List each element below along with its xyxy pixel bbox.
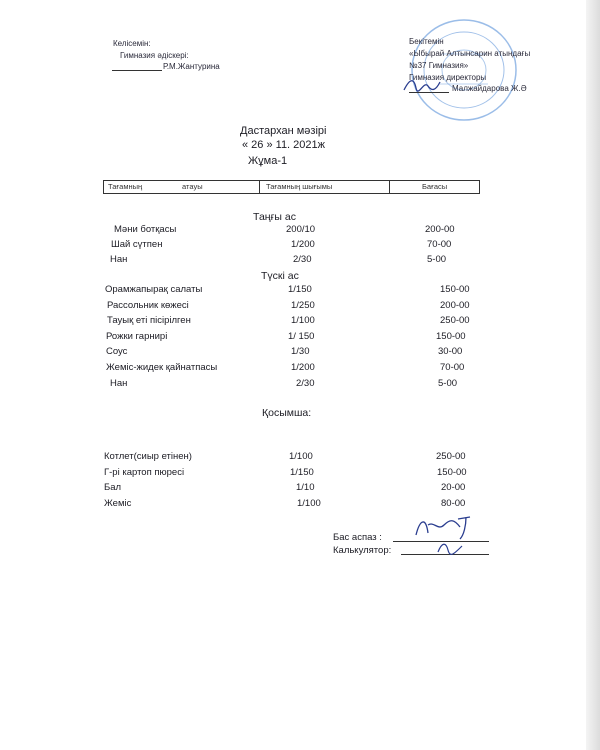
dish-name: Тауық еті пісірілген (107, 315, 191, 327)
dish-name: Жеміс (104, 497, 132, 509)
director-signature (402, 76, 442, 96)
dish-name: Жеміс-жидек қайнатпасы (106, 362, 218, 373)
calculator-label: Калькулятор: (333, 545, 392, 556)
dish-price: 250-00 (436, 451, 466, 462)
director-title: Гимназия директоры (409, 73, 487, 82)
col-yield: Тағамның шығымы (266, 182, 333, 191)
col-dish-a: Тағамның (108, 182, 143, 191)
approval-label: Келісемін: (113, 39, 151, 48)
dish-yield: 1/30 (291, 346, 310, 358)
dish-yield: 1/10 (296, 482, 315, 494)
approve-label: Бекітемін (409, 37, 444, 46)
dish-yield: 1/ 150 (288, 330, 315, 342)
dish-yield: 1/250 (291, 299, 315, 311)
dish-yield: 2/30 (296, 377, 315, 389)
school-name: «Ыбырай Алтынсарин атындағы (409, 49, 531, 58)
dish-price: 200-00 (425, 224, 455, 235)
dish-price: 5-00 (427, 254, 447, 265)
col-price: Бағасы (422, 182, 448, 191)
dish-name: Г-рі картоп пюресі (104, 466, 185, 478)
section-extra: Қосымша: (262, 407, 312, 419)
calculator-signature (436, 540, 464, 556)
col-dish-b: атауы (182, 182, 203, 191)
dish-yield: 1/200 (291, 362, 315, 373)
dish-yield: 1/200 (291, 239, 315, 250)
dish-price: 150-00 (436, 330, 466, 342)
dish-yield: 1/100 (291, 315, 315, 327)
dish-price: 80-00 (441, 497, 466, 509)
dish-name: Рожки гарнирі (106, 330, 168, 342)
section-lunch: Түскі ас (261, 270, 299, 282)
dish-yield: 1/100 (289, 451, 313, 462)
dish-name: Шай сүтпен (111, 239, 163, 250)
dish-yield: 1/150 (290, 466, 314, 478)
methodist-name: Р.М.Жантурина (163, 62, 220, 71)
methodist-title: Гимназия әдіскері: (120, 51, 189, 60)
dish-name: Мәни ботқасы (114, 224, 177, 235)
school-number: №37 Гимназия» (409, 61, 469, 70)
chief-cook-label: Бас аспаз : (333, 532, 382, 543)
dish-price: 250-00 (440, 315, 470, 327)
dish-price: 20-00 (441, 482, 466, 494)
page-edge-shadow (586, 0, 600, 750)
dish-name: Орамжапырақ салаты (105, 284, 203, 295)
dish-price: 150-00 (440, 284, 470, 295)
dish-yield: 2/30 (293, 254, 312, 265)
dish-price: 200-00 (440, 299, 470, 311)
menu-date: « 26 » 11. 2021ж (242, 139, 325, 151)
dish-price: 70-00 (440, 362, 465, 373)
dish-price: 5-00 (438, 377, 458, 389)
dish-price: 30-00 (438, 346, 463, 358)
dish-name: Нан (110, 377, 128, 389)
dish-name: Рассольник көжесі (107, 299, 189, 311)
dish-yield: 1/150 (288, 284, 312, 295)
menu-title: Дастархан мәзірі (240, 125, 327, 137)
dish-yield: 200/10 (286, 224, 316, 235)
menu-day: Жұма-1 (248, 155, 288, 167)
dish-yield: 1/100 (297, 497, 321, 509)
dish-name: Котлет(сиыр етінен) (104, 451, 192, 462)
methodist-signature-line (112, 70, 162, 71)
dish-name: Соус (106, 346, 128, 358)
chief-cook-signature (410, 513, 480, 543)
table-header (103, 180, 480, 194)
dish-name: Нан (110, 254, 128, 265)
section-breakfast: Таңғы ас (253, 211, 296, 223)
dish-price: 150-00 (437, 466, 467, 478)
dish-price: 70-00 (427, 239, 452, 250)
director-name: Малжайдарова Ж.Ә (452, 84, 527, 93)
dish-name: Бал (104, 482, 122, 494)
